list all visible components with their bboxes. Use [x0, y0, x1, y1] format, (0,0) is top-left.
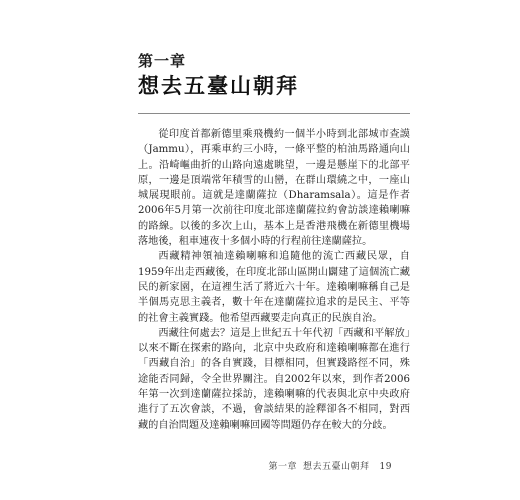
- page-number: 19: [379, 462, 392, 472]
- paragraph-1: 從印度首都新德里乘飛機約一個半小時到北部城市查謨（Jammu），再乘車約三小時，一條平整的柏油馬路通向山上。沿崎嶇曲折的山路向遠處眺望，一邊是懸崖下的北部平原，一邊是頂端常年積雪的山巒，在群山環繞之中，一座山城展現眼前。這就是達蘭薩拉（Dharamsala）。這是作者2006年5月第一次前往印度北部達蘭薩拉約會訪談達賴喇嘛的路線。以後的多次上山，基本上是香港飛機在新德里機場落地後，租車連夜十多個小時的行程前往達蘭薩拉。: [138, 129, 410, 248]
- running-footer: [263, 459, 392, 472]
- paragraph-2: 西藏精神領袖達賴喇嘛和追隨他的流亡西藏民眾，自1959年出走西藏後，在印度北部山區開山闢建了這個流亡藏民的新家園，在這裡生活了將近六十年。達賴喇嘛稱自己是半個馬克思主義者，數十年在達蘭薩拉追求的是民主、平等的社會主義實踐。他希望西藏要走向真正的民族自治。: [138, 251, 410, 324]
- footer-chapter-label: 第一章: [268, 462, 298, 472]
- title-divider: [138, 113, 410, 114]
- footer-chapter-title: 想去五臺山朝拜: [303, 462, 370, 472]
- body-text: [138, 127, 410, 433]
- chapter-label: 第一章: [138, 52, 187, 70]
- chapter-title: 想去五臺山朝拜: [138, 74, 299, 98]
- paragraph-3: 西藏往何處去？這是上世紀五十年代初「西藏和平解放」以來不斷在探索的路向，北京中央政府和達賴喇嘛都在進行「西藏自治」的各自實踐，目標相同，但實踐路徑不同，殊途能否同歸，令全世界關注。自2002年以來，到作者2006年第一次到達蘭薩拉採訪，達賴喇嘛的代表與北京中央政府進行了五次會談，不過，會談結果的詮釋卻各不相同，對西藏的自治問題及達賴喇嘛回國等問題仍存在較大的分歧。: [138, 327, 410, 431]
